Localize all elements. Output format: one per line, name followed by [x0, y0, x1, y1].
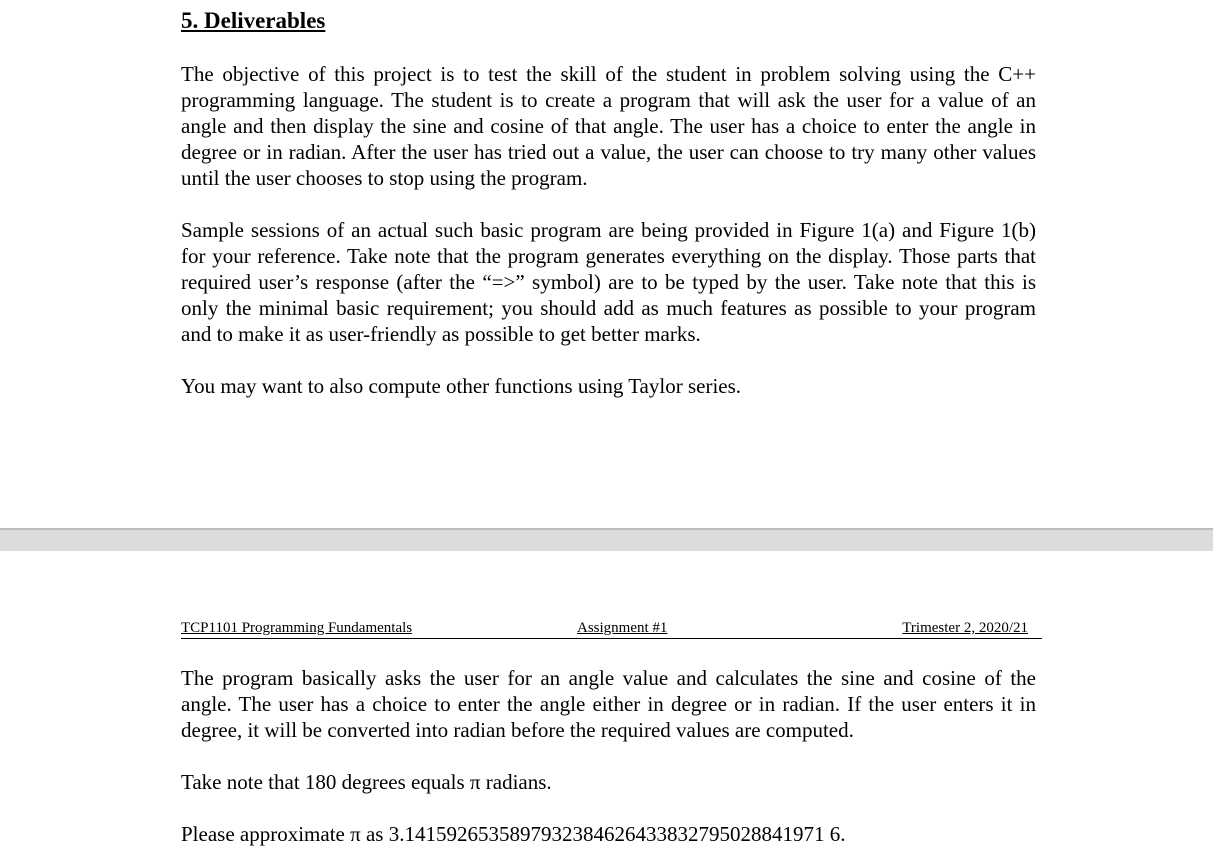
header-trimester: Trimester 2, 2020/21 [902, 620, 1028, 636]
section-heading: 5. Deliverables [181, 8, 326, 33]
page-separator [0, 528, 1213, 551]
objective-paragraph: The objective of this project is to test the skill of the student in problem solving using the C++ programming language. The student is to create a program that will ask the user for a value of an angle and then display the sine and cosine of that angle. The user has a choice to enter the angle in degree or in radian. After the user has tried out a value, the user can choose to try many other values until the user chooses to stop using the program. [181, 62, 1036, 190]
pi-radians-note: Take note that 180 degrees equals π radians. [181, 770, 552, 794]
header-course-title: TCP1101 Programming Fundamentals [181, 620, 413, 636]
header-assignment-number: Assignment #1 [577, 620, 668, 636]
pi-approximation-note: Please approximate π as 3.1415926535897932384626433832795028841971 6. [181, 822, 846, 846]
document-page-bottom [0, 551, 1213, 853]
sample-sessions-paragraph: Sample sessions of an actual such basic program are being provided in Figure 1(a) and Figure 1(b) for your reference. Take note that the program generates everything on the display. Those parts that required user’s response (after the “=>” symbol) are to be typed by the user. Take note that this is only the minimal basic requirement; you should add as much features as possible to your program and to make it as user-friendly as possible to get better marks. [181, 218, 1036, 346]
taylor-series-paragraph: You may want to also compute other functions using Taylor series. [181, 374, 742, 398]
page-header [181, 618, 1042, 639]
program-description-paragraph: The program basically asks the user for an angle value and calculates the sine and cosine of the angle. The user has a choice to enter the angle either in degree or in radian. If the user enters it in degree, it will be converted into radian before the required values are computed. [181, 666, 1036, 742]
